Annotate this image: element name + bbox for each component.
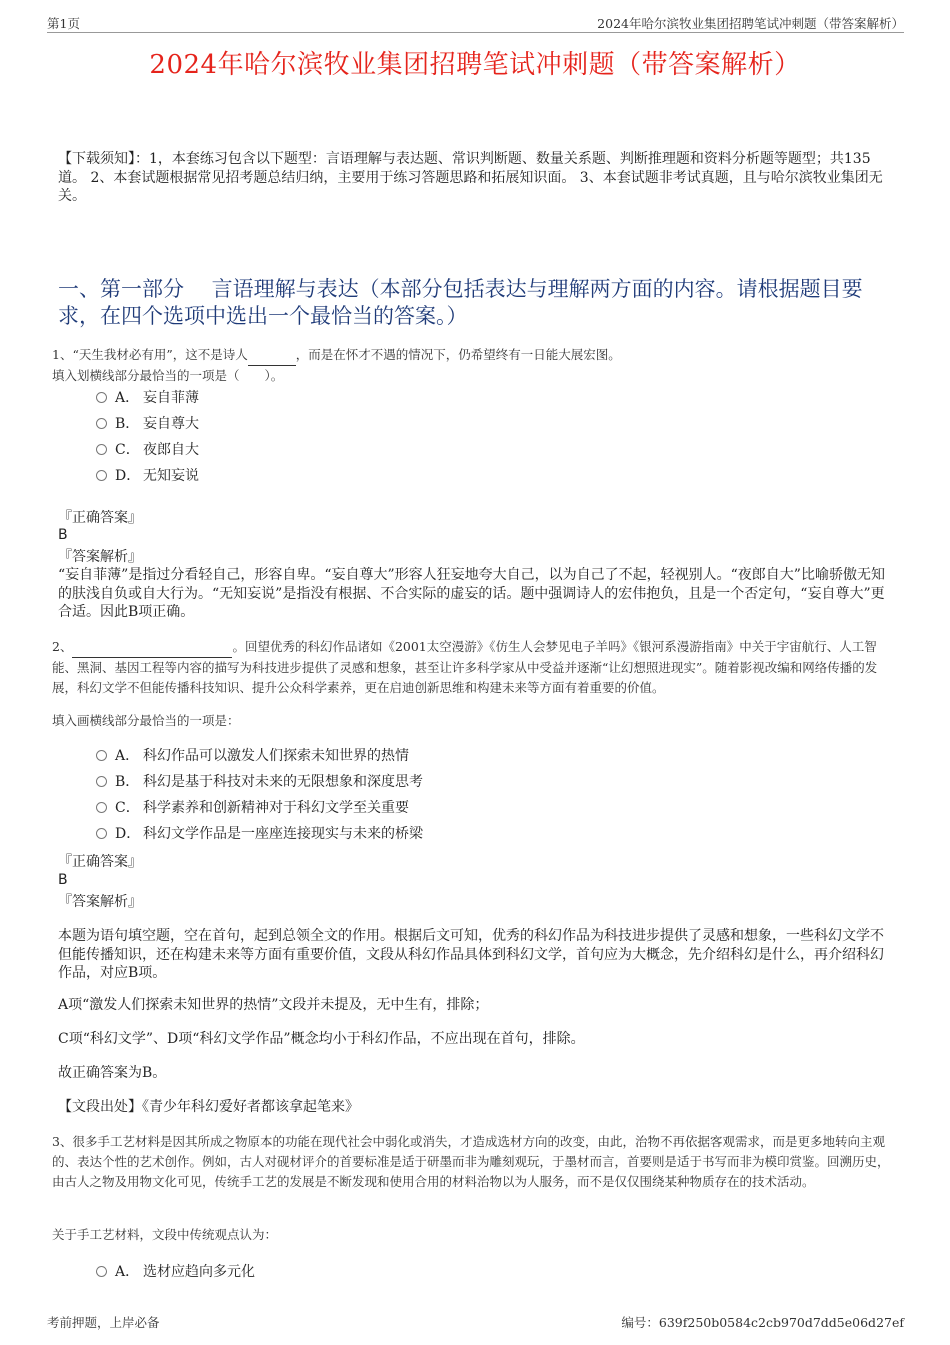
option-text: 科幻文学作品是一座座连接现实与未来的桥梁 bbox=[143, 826, 423, 842]
radio-icon[interactable] bbox=[96, 418, 107, 429]
option-text: 科幻是基于科技对未来的无限想象和深度思考 bbox=[143, 774, 423, 790]
question-3-text: 3、很多手工艺材料是因其所成之物原本的功能在现代社会中弱化或消失，才造成选材方向的改变，由此，治物不再依据客观需求，而是更多地转向主观的、表达个性的艺术创作。例如，古人对砚材评介的首要标准是适于研墨而非为雕刻观玩，于墨材而言，首要则是适于书写而非为模印赏鉴。回溯历史，由古人之物及用物文化可见，传统手工艺的发展是不断发现和使用合用的材料治物以为人服务，而不是仅仅围绕某种物质存在的技术活动。 bbox=[52, 1134, 890, 1189]
footer-slogan: 考前押题，上岸必备 bbox=[47, 1315, 160, 1330]
q1-answer: B bbox=[58, 527, 68, 543]
radio-icon[interactable] bbox=[96, 750, 107, 761]
option-text: 夜郎自大 bbox=[143, 442, 199, 458]
q2-number: 2、 bbox=[52, 639, 73, 654]
download-notice: 【下载须知】：1，本套练习包含以下题型：言语理解与表达题、常识判断题、数量关系题、判断推理题和资料分析题等题型；共135道。 2、本套试题根据常见招考题总结归纳，主要用于练习答题思路和拓展知识面。 3、本套试题非考试真题，且与哈尔滨牧业集团无关。 bbox=[58, 151, 883, 204]
q2-option-b[interactable] bbox=[96, 772, 423, 792]
q2-option-c[interactable] bbox=[96, 798, 409, 818]
option-text: 妄自尊大 bbox=[143, 416, 199, 432]
q1-blank bbox=[248, 345, 296, 366]
q2-analysis-2: A项“激发人们探索未知世界的热情”文段并未提及，无中生有，排除； bbox=[58, 997, 489, 1013]
q1-analysis-label: 『答案解析』 bbox=[58, 549, 142, 565]
q2-source: 【文段出处】《青少年科幻爱好者都该拿起笔来》 bbox=[58, 1099, 359, 1115]
q2-correct-label: 『正确答案』 bbox=[58, 854, 142, 870]
page-title: 2024年哈尔滨牧业集团招聘笔试冲刺题（带答案解析） bbox=[149, 50, 801, 80]
radio-icon[interactable] bbox=[96, 802, 107, 813]
option-letter: D． bbox=[115, 826, 141, 842]
q1-option-b[interactable] bbox=[96, 414, 199, 434]
radio-icon[interactable] bbox=[96, 392, 107, 403]
section-title: 一、第一部分 言语理解与表达（本部分包括表达与理解两方面的内容。请根据题目要求，在四个选项中选出一个最恰当的答案。） bbox=[58, 277, 863, 328]
radio-icon[interactable] bbox=[96, 828, 107, 839]
option-letter: A． bbox=[115, 390, 140, 406]
radio-icon[interactable] bbox=[96, 1266, 107, 1277]
page-number: 第1页 bbox=[47, 16, 80, 31]
q1-text-part-b: ，而是在怀才不遇的情况下，仍希望终有一日能大展宏图。 bbox=[295, 347, 621, 362]
q1-option-a[interactable] bbox=[96, 388, 199, 408]
option-text: 无知妄说 bbox=[143, 468, 199, 484]
page-header bbox=[47, 14, 904, 33]
radio-icon[interactable] bbox=[96, 776, 107, 787]
option-text: 妄自菲薄 bbox=[143, 390, 199, 406]
q3-option-a[interactable] bbox=[96, 1262, 255, 1282]
footer-doc-id: 编号：639f250b0584c2cb970d7dd5e06d27ef bbox=[621, 1315, 904, 1330]
option-letter: D． bbox=[115, 468, 141, 484]
q1-option-c[interactable] bbox=[96, 440, 199, 460]
q2-analysis-1: 本题为语句填空题，空在首句，起到总领全文的作用。根据后文可知，优秀的科幻作品为科技进步提供了灵感和想象，一些科幻文学不但能传播知识，还在构建未来等方面有重要价值，文段从科幻作品具体到科幻文学，首句应为大概念，先介绍科幻是什么，再介绍科幻作品，对应B项。 bbox=[58, 928, 884, 981]
q2-option-a[interactable] bbox=[96, 746, 409, 766]
q1-option-d[interactable] bbox=[96, 466, 199, 486]
option-letter: B． bbox=[115, 774, 140, 790]
radio-icon[interactable] bbox=[96, 444, 107, 455]
q2-analysis-3: C项“科幻文学”、D项“科幻文学作品”概念均小于科幻作品，不应出现在首句，排除。 bbox=[58, 1031, 585, 1047]
radio-icon[interactable] bbox=[96, 470, 107, 481]
q2-answer: B bbox=[58, 872, 68, 888]
question-1-text bbox=[52, 345, 900, 366]
header-doc-title: 2024年哈尔滨牧业集团招聘笔试冲刺题（带答案解析） bbox=[597, 16, 904, 31]
q1-analysis: “妄自菲薄”是指过分看轻自己，形容自卑。“妄自尊大”形容人狂妄地夸大自己，以为自己了不起，轻视别人。“夜郎自大”比喻骄傲无知的肤浅自负或自大行为。“无知妄说”是指没有根据、不合实际的虚妄的话。题中强调诗人的宏伟抱负，且是一个否定句，“妄自尊大”更合适。因此B项正确。 bbox=[58, 567, 885, 620]
question-1-prompt: 填入划横线部分最恰当的一项是（ ）。 bbox=[52, 368, 284, 383]
q2-option-d[interactable] bbox=[96, 824, 423, 844]
option-letter: B． bbox=[115, 416, 140, 432]
q2-text-body: 。回望优秀的科幻作品诸如《2001太空漫游》《仿生人会梦见电子羊吗》《银河系漫游指南》中关于宇宙航行、人工智能、黑洞、基因工程等内容的描写为科技进步提供了灵感和想象，甚至让许多科学家从中受益并逐渐“让幻想照进现实”。随着影视改编和网络传播的发展，科幻文学不但能传播科技知识、提升公众科学素养，更在启迪创新思维和构建未来等方面有着重要的价值。 bbox=[52, 639, 878, 695]
option-text: 选材应趋向多元化 bbox=[143, 1264, 255, 1280]
question-2-prompt: 填入画横线部分最恰当的一项是： bbox=[52, 713, 240, 728]
q1-correct-label: 『正确答案』 bbox=[58, 510, 142, 526]
q2-analysis-label: 『答案解析』 bbox=[58, 894, 142, 910]
option-letter: C． bbox=[115, 442, 140, 458]
option-letter: A． bbox=[115, 748, 140, 764]
q2-blank bbox=[72, 637, 232, 658]
option-text: 科学素养和创新精神对于科幻文学至关重要 bbox=[143, 800, 409, 816]
q1-text-part-a: 1、“天生我材必有用”，这不是诗人 bbox=[52, 347, 248, 362]
question-3-prompt: 关于手工艺材料，文段中传统观点认为： bbox=[52, 1227, 278, 1242]
question-2-text bbox=[52, 637, 900, 698]
option-letter: A． bbox=[115, 1264, 140, 1280]
q2-analysis-4: 故正确答案为B。 bbox=[58, 1065, 167, 1081]
option-text: 科幻作品可以激发人们探索未知世界的热情 bbox=[143, 748, 409, 764]
option-letter: C． bbox=[115, 800, 140, 816]
